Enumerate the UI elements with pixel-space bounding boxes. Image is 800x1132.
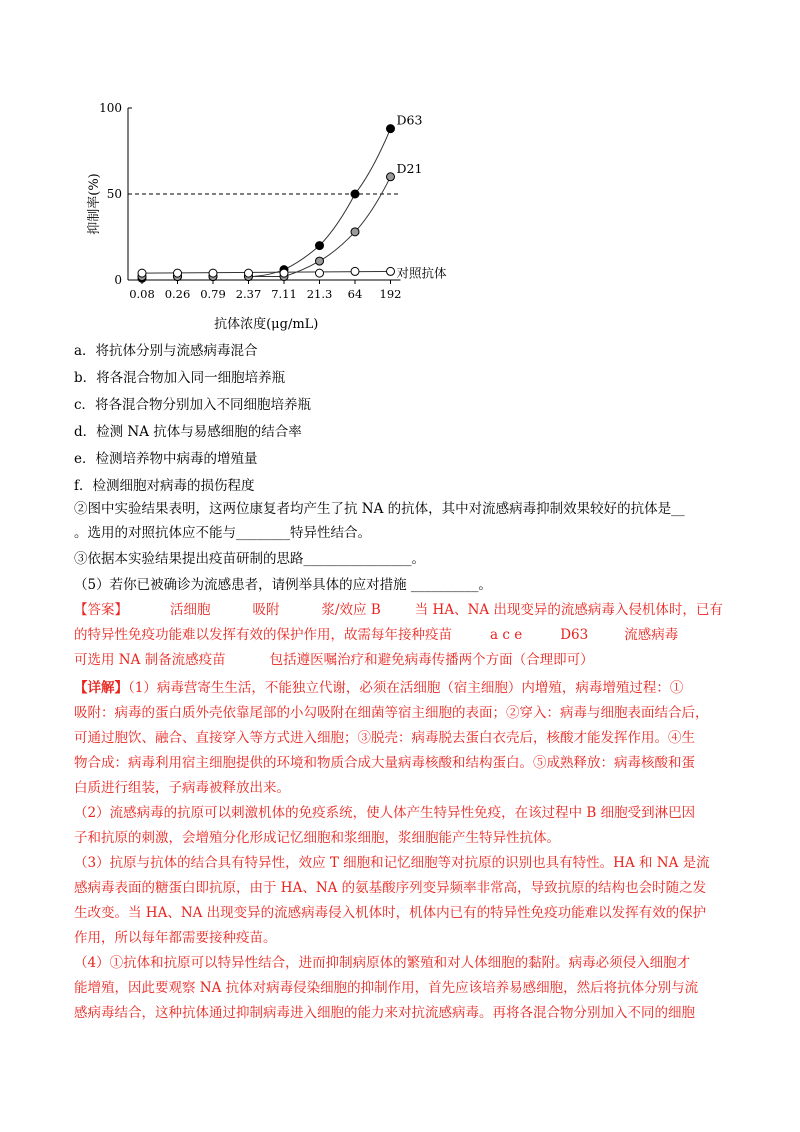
y-axis-label: 抑制率(%) xyxy=(87,173,102,235)
x-tick-label: 21.3 xyxy=(306,287,333,301)
data-point xyxy=(351,190,359,198)
x-axis-label: 抗体浓度(μg/mL) xyxy=(214,317,319,332)
data-point xyxy=(316,257,324,265)
x-tick-label: 0.26 xyxy=(164,287,191,301)
series-label: D63 xyxy=(396,112,423,128)
detail-line: 吸附：病毒的蛋白质外壳依靠尾部的小勾吸附在细菌等宿主细胞的表面；②穿入：病毒与细胞表面结合后， xyxy=(74,705,709,721)
x-tick-label: 7.11 xyxy=(271,287,297,301)
data-point xyxy=(387,125,395,133)
question-5: （5）若你已被确诊为流感患者，请例举具体的应对措施 __________。 xyxy=(74,577,492,593)
detail-line: 作用，所以每年都需要接种疫苗。 xyxy=(74,930,277,946)
detail-line: 可通过胞饮、融合、直接穿入等方式进入细胞；③脱壳：病毒脱去蛋白衣壳后，核酸才能发挥作用。④生 xyxy=(74,730,695,746)
answer-item: 流感病毒 xyxy=(624,627,679,643)
detail-line: 子和抗原的刺激，会增殖分化形成记忆细胞和浆细胞，浆细胞能产生特异性抗体。 xyxy=(74,830,560,846)
option-item: a．将抗体分别与流感病毒混合 xyxy=(74,343,258,359)
detail-line: 感病毒表面的糖蛋白即抗原，由于 HA、NA 的氨基酸序列变异频率非常高，导致抗原的结构也会时随之发 xyxy=(74,880,707,896)
y-tick-label: 50 xyxy=(106,187,122,201)
option-item: b．将各混合物加入同一细胞培养瓶 xyxy=(74,370,286,386)
data-point xyxy=(316,269,324,277)
question-3: ③依据本实验结果提出疫苗研制的思路________________。 xyxy=(74,551,425,567)
x-tick-label: 192 xyxy=(379,287,402,301)
x-tick-label: 64 xyxy=(347,287,363,301)
answer-item: 当 HA、NA 出现变异的流感病毒入侵机体时，已有 xyxy=(414,602,723,618)
detail-line: （2）流感病毒的抗原可以刺激机体的免疫系统，使人体产生特异性免疫，在该过程中 B 细胞受到淋巴因 xyxy=(74,805,696,821)
inhibition-chart xyxy=(80,90,500,340)
detail-paragraph-4 xyxy=(74,951,714,1026)
option-item: f．检测细胞对病毒的损伤程度 xyxy=(74,478,255,494)
data-point xyxy=(387,173,395,181)
x-tick-label: 2.37 xyxy=(235,287,262,301)
data-point xyxy=(351,267,359,275)
detail-label: 【详解】 xyxy=(74,680,128,696)
detail-line: 感病毒结合，这种抗体通过抑制病毒进入细胞的能力来对抗流感病毒。再将各混合物分别加入不同的细胞 xyxy=(74,1005,695,1021)
series-label: D21 xyxy=(396,160,423,176)
detail-paragraph-2 xyxy=(74,801,714,851)
answer-item: 浆/效应 B xyxy=(321,602,381,618)
answer-item: a c e xyxy=(490,627,523,643)
detail-line: （3）抗原与抗体的结合具有特异性，效应 T 细胞和记忆细胞等对抗原的识别也具有特性。HA 和 NA 是流 xyxy=(74,855,710,871)
y-tick-label: 0 xyxy=(114,273,122,287)
answer-line-2 xyxy=(74,624,678,646)
option-item: d．检测 NA 抗体与易感细胞的结合率 xyxy=(74,424,302,440)
data-point xyxy=(351,228,359,236)
answer-label: 【答案】 xyxy=(74,602,128,618)
answer-item: 活细胞 xyxy=(170,602,211,618)
series-label: 对照抗体 xyxy=(396,265,447,281)
detail-line: 生改变。当 HA、NA 出现变异的流感病毒侵入机体时，机体内已有的特异性免疫功能难以发挥有效的保护 xyxy=(74,905,707,921)
detail-line: 物合成：病毒利用宿主细胞提供的环境和物质合成大量病毒核酸和结构蛋白。⑤成熟释放：病毒核酸和蛋 xyxy=(74,755,695,771)
data-point xyxy=(280,269,288,277)
x-tick-label: 0.79 xyxy=(200,287,226,301)
answer-line-1 xyxy=(74,599,723,621)
detail-paragraph-1 xyxy=(74,676,714,801)
answer-item: 可选用 NA 制备流感疫苗 xyxy=(74,652,226,668)
detail-line: 【详解】（1）病毒营寄生生活，不能独立代谢，必须在活细胞（宿主细胞）内增殖，病毒增殖过程：① xyxy=(74,680,684,696)
answer-item: D63 xyxy=(560,627,589,643)
detail-line: 白质进行组装，子病毒被释放出来。 xyxy=(74,780,290,796)
answer-item: 包括遵医嘱治疗和避免病毒传播两个方面（合理即可） xyxy=(269,652,594,668)
data-point xyxy=(138,269,146,277)
data-point xyxy=(174,269,182,277)
answer-line-3 xyxy=(74,649,594,671)
detail-line: （4）①抗体和抗原可以特异性结合，进而抑制病原体的繁殖和对人体细胞的黏附。病毒必须侵入细胞才 xyxy=(74,955,691,971)
series-line xyxy=(249,129,391,277)
option-item: e．检测培养物中病毒的增殖量 xyxy=(74,451,258,467)
y-tick-label: 100 xyxy=(99,101,122,115)
question-2-line-2: 。选用的对照抗体应不能与________特异性结合。 xyxy=(74,525,371,541)
detail-paragraph-3 xyxy=(74,851,714,951)
answer-item: 的特异性免疫功能难以发挥有效的保护作用，故需每年接种疫苗 xyxy=(74,627,452,643)
data-point xyxy=(209,269,217,277)
answer-item: 吸附 xyxy=(252,602,280,618)
detail-line: 能增殖，因此要观察 NA 抗体对病毒侵染细胞的抑制作用，首先应该培养易感细胞，然后将抗体分别与流 xyxy=(74,980,699,996)
question-2-line-1: ②图中实验结果表明，这两位康复者均产生了抗 NA 的抗体，其中对流感病毒抑制效果较好的抗体是__ xyxy=(74,501,685,517)
option-item: c．将各混合物分别加入不同细胞培养瓶 xyxy=(74,397,312,413)
x-tick-label: 0.08 xyxy=(129,287,155,301)
data-point xyxy=(316,242,324,250)
data-point xyxy=(245,269,253,277)
data-point xyxy=(387,267,395,275)
